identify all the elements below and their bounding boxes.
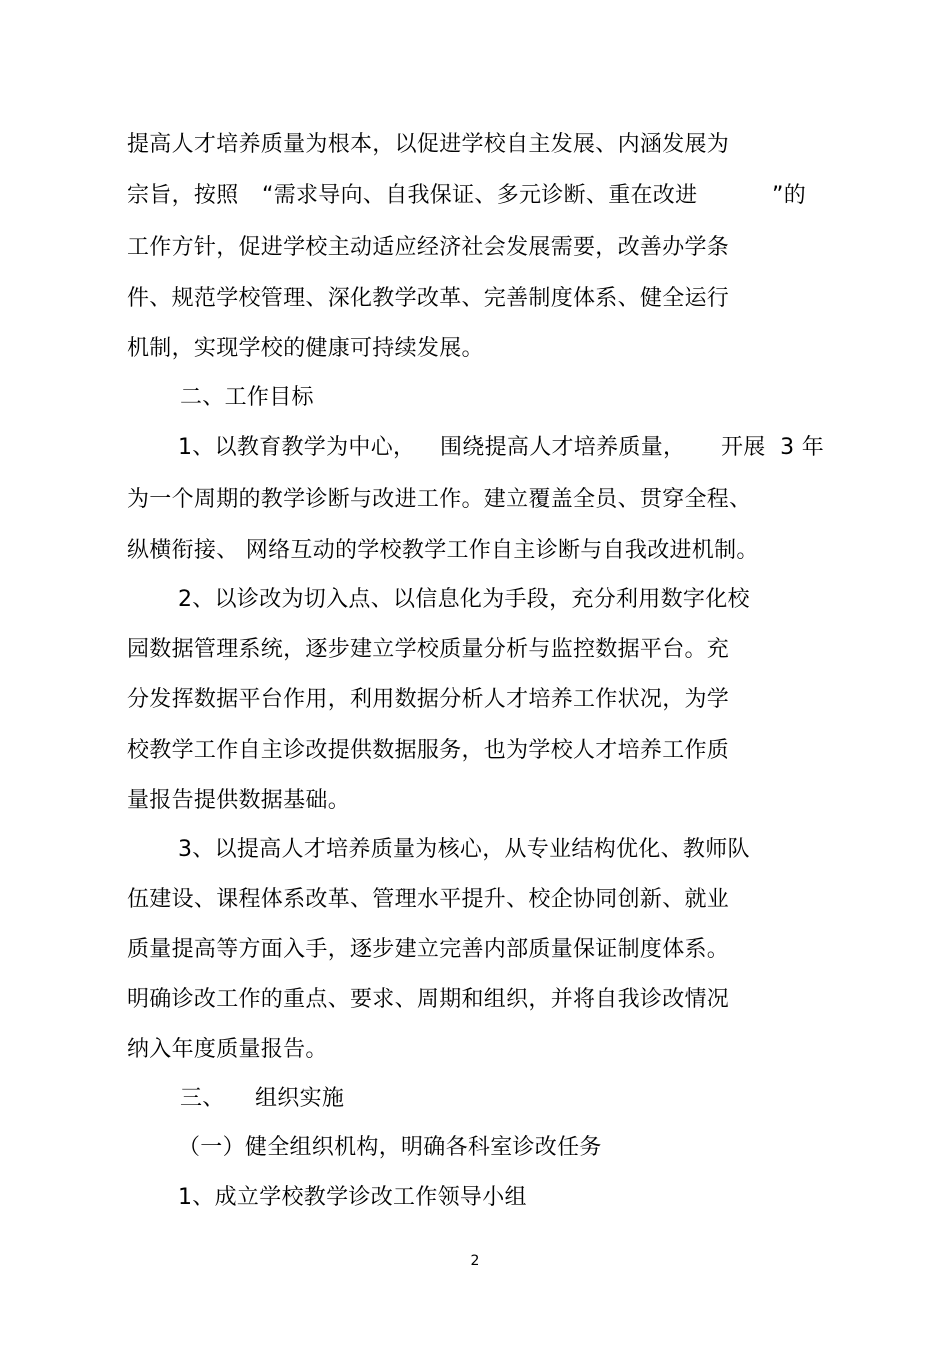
text-line: 件、规范学校管理、深化教学改革、完善制度体系、健全运行 xyxy=(127,286,730,311)
text-line: 工作方针，促进学校主动适应经济社会发展需要，改善办学条 xyxy=(127,235,730,260)
text-line: 伍建设、课程体系改革、管理水平提升、校企协同创新、就业 xyxy=(127,887,730,912)
text-line: 2、以诊改为切入点、以信息化为手段，充分利用数字化校 xyxy=(178,587,750,612)
text-line: 开展 3 年 xyxy=(721,435,825,460)
text-line: 围绕提高人才培养质量， xyxy=(440,435,686,460)
text-line: 分发挥数据平台作用，利用数据分析人才培养工作状况，为学 xyxy=(127,687,730,712)
text-line: 量报告提供数据基础。 xyxy=(127,788,351,813)
text-line: “需求导向、自我保证、多元诊断、重在改进 xyxy=(262,183,698,208)
text-line: 园数据管理系统，逐步建立学校质量分析与监控数据平台。充 xyxy=(127,637,730,662)
page-number: 2 xyxy=(470,1253,480,1269)
text-line: 质量提高等方面入手，逐步建立完善内部质量保证制度体系。 xyxy=(127,937,730,962)
text-line: 校教学工作自主诊改提供数据服务，也为学校人才培养工作质 xyxy=(127,738,730,763)
section-heading: 组织实施 xyxy=(255,1086,345,1111)
text-line: 1、成立学校教学诊改工作领导小组 xyxy=(178,1185,527,1210)
section-heading: 二、工作目标 xyxy=(180,385,314,410)
text-line: 明确诊改工作的重点、要求、周期和组织，并将自我诊改情况 xyxy=(127,987,730,1012)
text-line: 宗旨，按照 xyxy=(127,183,239,208)
section-heading: 三、 xyxy=(180,1086,225,1111)
text-line: 机制，实现学校的健康可持续发展。 xyxy=(127,336,484,361)
text-line: ”的 xyxy=(772,183,806,208)
text-line: 1、以教育教学为中心， xyxy=(178,435,416,460)
text-line: 纵横衔接、 网络互动的学校教学工作自主诊断与自我改进机制。 xyxy=(127,538,759,563)
text-line: 提高人才培养质量为根本，以促进学校自主发展、内涵发展为 xyxy=(127,132,730,157)
text-line: 为一个周期的教学诊断与改进工作。建立覆盖全员、贯穿全程、 xyxy=(127,487,752,512)
text-line: 3、以提高人才培养质量为核心，从专业结构优化、教师队 xyxy=(178,837,750,862)
text-line: 纳入年度质量报告。 xyxy=(127,1037,328,1062)
subsection-heading: （一）健全组织机构，明确各科室诊改任务 xyxy=(178,1135,602,1160)
